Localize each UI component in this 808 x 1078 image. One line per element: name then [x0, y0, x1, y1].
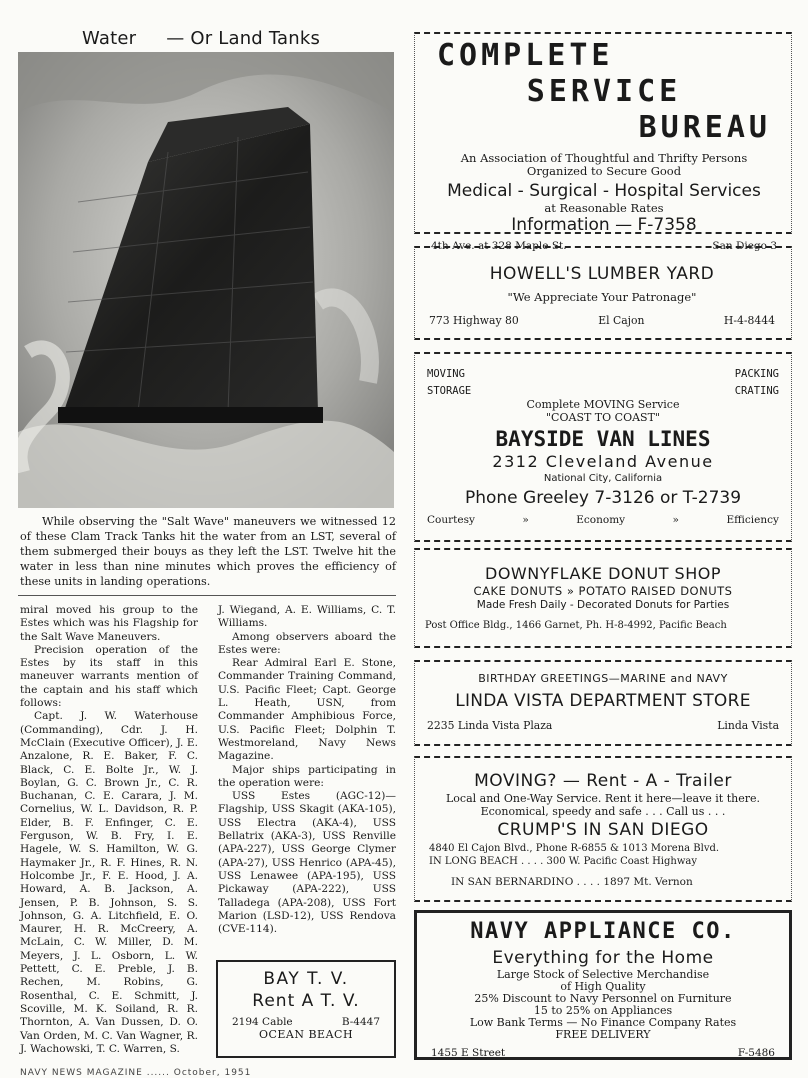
csb-title-line2: SERVICE [526, 74, 682, 109]
paragraph: USS Estes (AGC-12)—Flagship, USS Skagit (AKA-105), USS Electra (AKA-4), USS Bellatrix (AKA-3), USS Renville (APA-227), USS George Clymer (APA-27), USS Henrico (APA-45), USS Lenawee (APA-195), USS Pickaway (APA-222), USS Talladega (APA-208), USS Fort Marion (LSD-12), USS Rendova (CVE-114). [218, 790, 396, 936]
page-footline: NAVY NEWS MAGAZINE ...... October, 1951 [20, 1068, 252, 1078]
navy-appliance-line: FREE DELIVERY [555, 1028, 651, 1041]
bayside-courtesy: Courtesy [427, 514, 475, 526]
crumps-long-beach: IN LONG BEACH . . . . 300 W. Pacific Coast Highway [429, 856, 698, 867]
article-column-1 [20, 604, 198, 1056]
tank-photograph [18, 52, 394, 508]
lindavista-title: LINDA VISTA DEPARTMENT STORE [455, 691, 751, 711]
crumps-service: Local and One-Way Service. Rent it here—leave it there. [446, 792, 760, 805]
csb-address: 4th Ave. at 328 Maple St. [431, 240, 567, 252]
bayside-packing: PACKING [734, 368, 779, 380]
bayside-street: 2312 Cleveland Avenue [492, 452, 714, 471]
ad-downyflake-donut-shop [414, 548, 792, 648]
csb-title-line1: COMPLETE [437, 38, 614, 73]
bayside-storage: STORAGE [427, 385, 472, 397]
headline-left: Water [82, 28, 137, 49]
bayside-sep: » [672, 514, 679, 526]
navy-appliance-line: 25% Discount to Navy Personnel on Furniture [474, 992, 732, 1005]
ad-bay-tv [216, 960, 396, 1058]
howells-title: HOWELL'S LUMBER YARD [489, 264, 715, 284]
csb-info: Information — F-7358 [511, 215, 697, 235]
paragraph: Rear Admiral Earl E. Stone, Commander Training Command, U.S. Pacific Fleet; Capt. George L. Heath, USN, from Commander Amphibious Force, U.S. Pacific Fleet; Dolphin T. Westmoreland, Navy News Magazine. [218, 657, 396, 763]
headline-right: — Or Land Tanks [166, 28, 321, 49]
bayside-complete: Complete MOVING Service [526, 398, 680, 411]
bayside-moving: MOVING [427, 368, 465, 380]
csb-rates: at Reasonable Rates [544, 201, 664, 215]
bayside-sep: » [522, 514, 529, 526]
downyflake-address: Post Office Bldg., 1466 Garnet, Ph. H-8-4992, Pacific Beach [425, 620, 727, 631]
bayside-phone: Phone Greeley 7-3126 or T-2739 [464, 488, 742, 508]
navy-appliance-line: of High Quality [560, 980, 646, 993]
paragraph: Major ships participating in the operation were: [218, 763, 396, 789]
navy-appliance-subtitle: Everything for the Home [492, 948, 714, 968]
bayside-coast: "COAST TO COAST" [546, 411, 660, 424]
photo-caption: While observing the "Salt Wave" maneuvers we witnessed 12 of these Clam Track Tanks hit the water from an LST, several of them submerged their bouys as they left the LST. Twelve hit the water in less than nine minutes which proves the efficiency of these units in landing operations. [20, 515, 396, 588]
navy-appliance-line: Large Stock of Selective Merchandise [496, 968, 710, 981]
bay-tv-phone: B-4447 [341, 1016, 380, 1028]
paragraph: miral moved his group to the Estes which was his Flagship for the Salt Wave Maneuvers. [20, 604, 198, 643]
lindavista-greeting: BIRTHDAY GREETINGS—MARINE and NAVY [478, 672, 728, 685]
ad-linda-vista-department-store [414, 660, 792, 746]
ad-crumps-trailer-rental [414, 756, 792, 902]
howells-city: El Cajon [598, 314, 645, 327]
crumps-name: CRUMP'S IN SAN DIEGO [497, 820, 709, 840]
csb-assoc-line1: An Association of Thoughtful and Thrifty Persons [460, 151, 748, 165]
bay-tv-area: OCEAN BEACH [258, 1028, 354, 1041]
ad-howells-lumber-yard [414, 246, 792, 340]
downyflake-title: DOWNYFLAKE DONUT SHOP [485, 564, 721, 583]
navy-appliance-line: 15 to 25% on Appliances [533, 1004, 673, 1017]
paragraph: Precision operation of the Estes by its staff in this maneuver warrants mention of the captain and his staff which follows: [20, 643, 198, 710]
howells-slogan: "We Appreciate Your Patronage" [507, 290, 697, 304]
csb-title-line3: BUREAU [638, 110, 771, 145]
navy-appliance-title: NAVY APPLIANCE CO. [470, 919, 736, 944]
tank-photo-graphic [18, 52, 394, 508]
downyflake-tagline: Made Fresh Daily - Decorated Donuts for Parties [476, 599, 730, 611]
howells-phone: H-4-8444 [723, 314, 775, 327]
crumps-call: Economical, speedy and safe . . . Call us . . . [480, 805, 726, 818]
bay-tv-subtitle: Rent A T. V. [252, 991, 360, 1011]
csb-city: San Diego 3 [712, 240, 777, 252]
bayside-efficiency: Efficiency [726, 514, 779, 526]
ad-complete-service-bureau [414, 32, 792, 252]
downyflake-products: CAKE DONUTS » POTATO RAISED DONUTS [473, 584, 733, 598]
csb-assoc-line2: Organized to Secure Good [526, 164, 682, 178]
bay-tv-title: BAY T. V. [263, 969, 349, 989]
csb-services: Medical - Surgical - Hospital Services [447, 181, 761, 201]
paragraph: Among observers aboard the Estes were: [218, 630, 396, 656]
bayside-city: National City, California [543, 473, 663, 484]
bayside-crating: CRATING [734, 385, 779, 397]
crumps-san-bernardino: IN SAN BERNARDINO . . . . 1897 Mt. Vernon [451, 876, 693, 888]
crumps-title: MOVING? — Rent - A - Trailer [474, 771, 732, 791]
article-column-2 [218, 604, 396, 936]
ad-navy-appliance [414, 910, 792, 1060]
lindavista-city: Linda Vista [717, 719, 779, 732]
navy-appliance-phone: F-5486 [737, 1047, 775, 1059]
bayside-economy: Economy [576, 514, 626, 526]
caption-divider [18, 595, 396, 596]
lindavista-address: 2235 Linda Vista Plaza [427, 719, 553, 732]
crumps-san-diego-address: 4840 El Cajon Blvd., Phone R-6855 & 1013 Morena Blvd. [429, 843, 720, 854]
bay-tv-address: 2194 Cable [232, 1016, 293, 1028]
paragraph: Capt. J. W. Waterhouse (Commanding), Cdr. J. H. McClain (Executive Officer), J. E. Anzalone, R. E. Baker, F. C. Black, C. E. Bolte Jr., W. J. Boylan, G. C. Brown Jr., C. R. Buchanan, C. E. Carara, J. M. Cornelius, W. L. Davidson, R. P. Elder, B. F. Enfinger, C. E. Ferguson, W. B. Fry, I. E. Hagele, W. S. Hamilton, W. G. Haymaker Jr., R. F. Hines, R. N. Holcombe Jr., F. E. Hood, J. A. Howard, A. B. Jackson, A. Jensen, P. B. Johnson, S. S. Johnson, G. A. Litchfield, E. O. Maurer, H. R. McCreery, A. McLain, C. W. Miller, D. M. Meyers, J. L. Osborn, L. W. Pettett, C. E. Preble, J. B. Rechen, M. Robins, G. Rosenthal, C. E. Schmitt, J. Scoville, M. K. Soiland, R. R. Thornton, A. Van Dussen, D. O. Van Orden, M. C. Van Wagner, R. J. Wachowski, T. C. Warren, S. [20, 710, 198, 1055]
navy-appliance-address: 1455 E Street [431, 1047, 506, 1059]
photo-headline [82, 28, 320, 49]
navy-appliance-line: Low Bank Terms — No Finance Company Rates [469, 1016, 737, 1029]
howells-address: 773 Highway 80 [429, 314, 519, 327]
paragraph: J. Wiegand, A. E. Williams, C. T. Williams. [218, 604, 396, 630]
ad-bayside-van-lines [414, 352, 792, 542]
bayside-title: BAYSIDE VAN LINES [495, 427, 711, 451]
